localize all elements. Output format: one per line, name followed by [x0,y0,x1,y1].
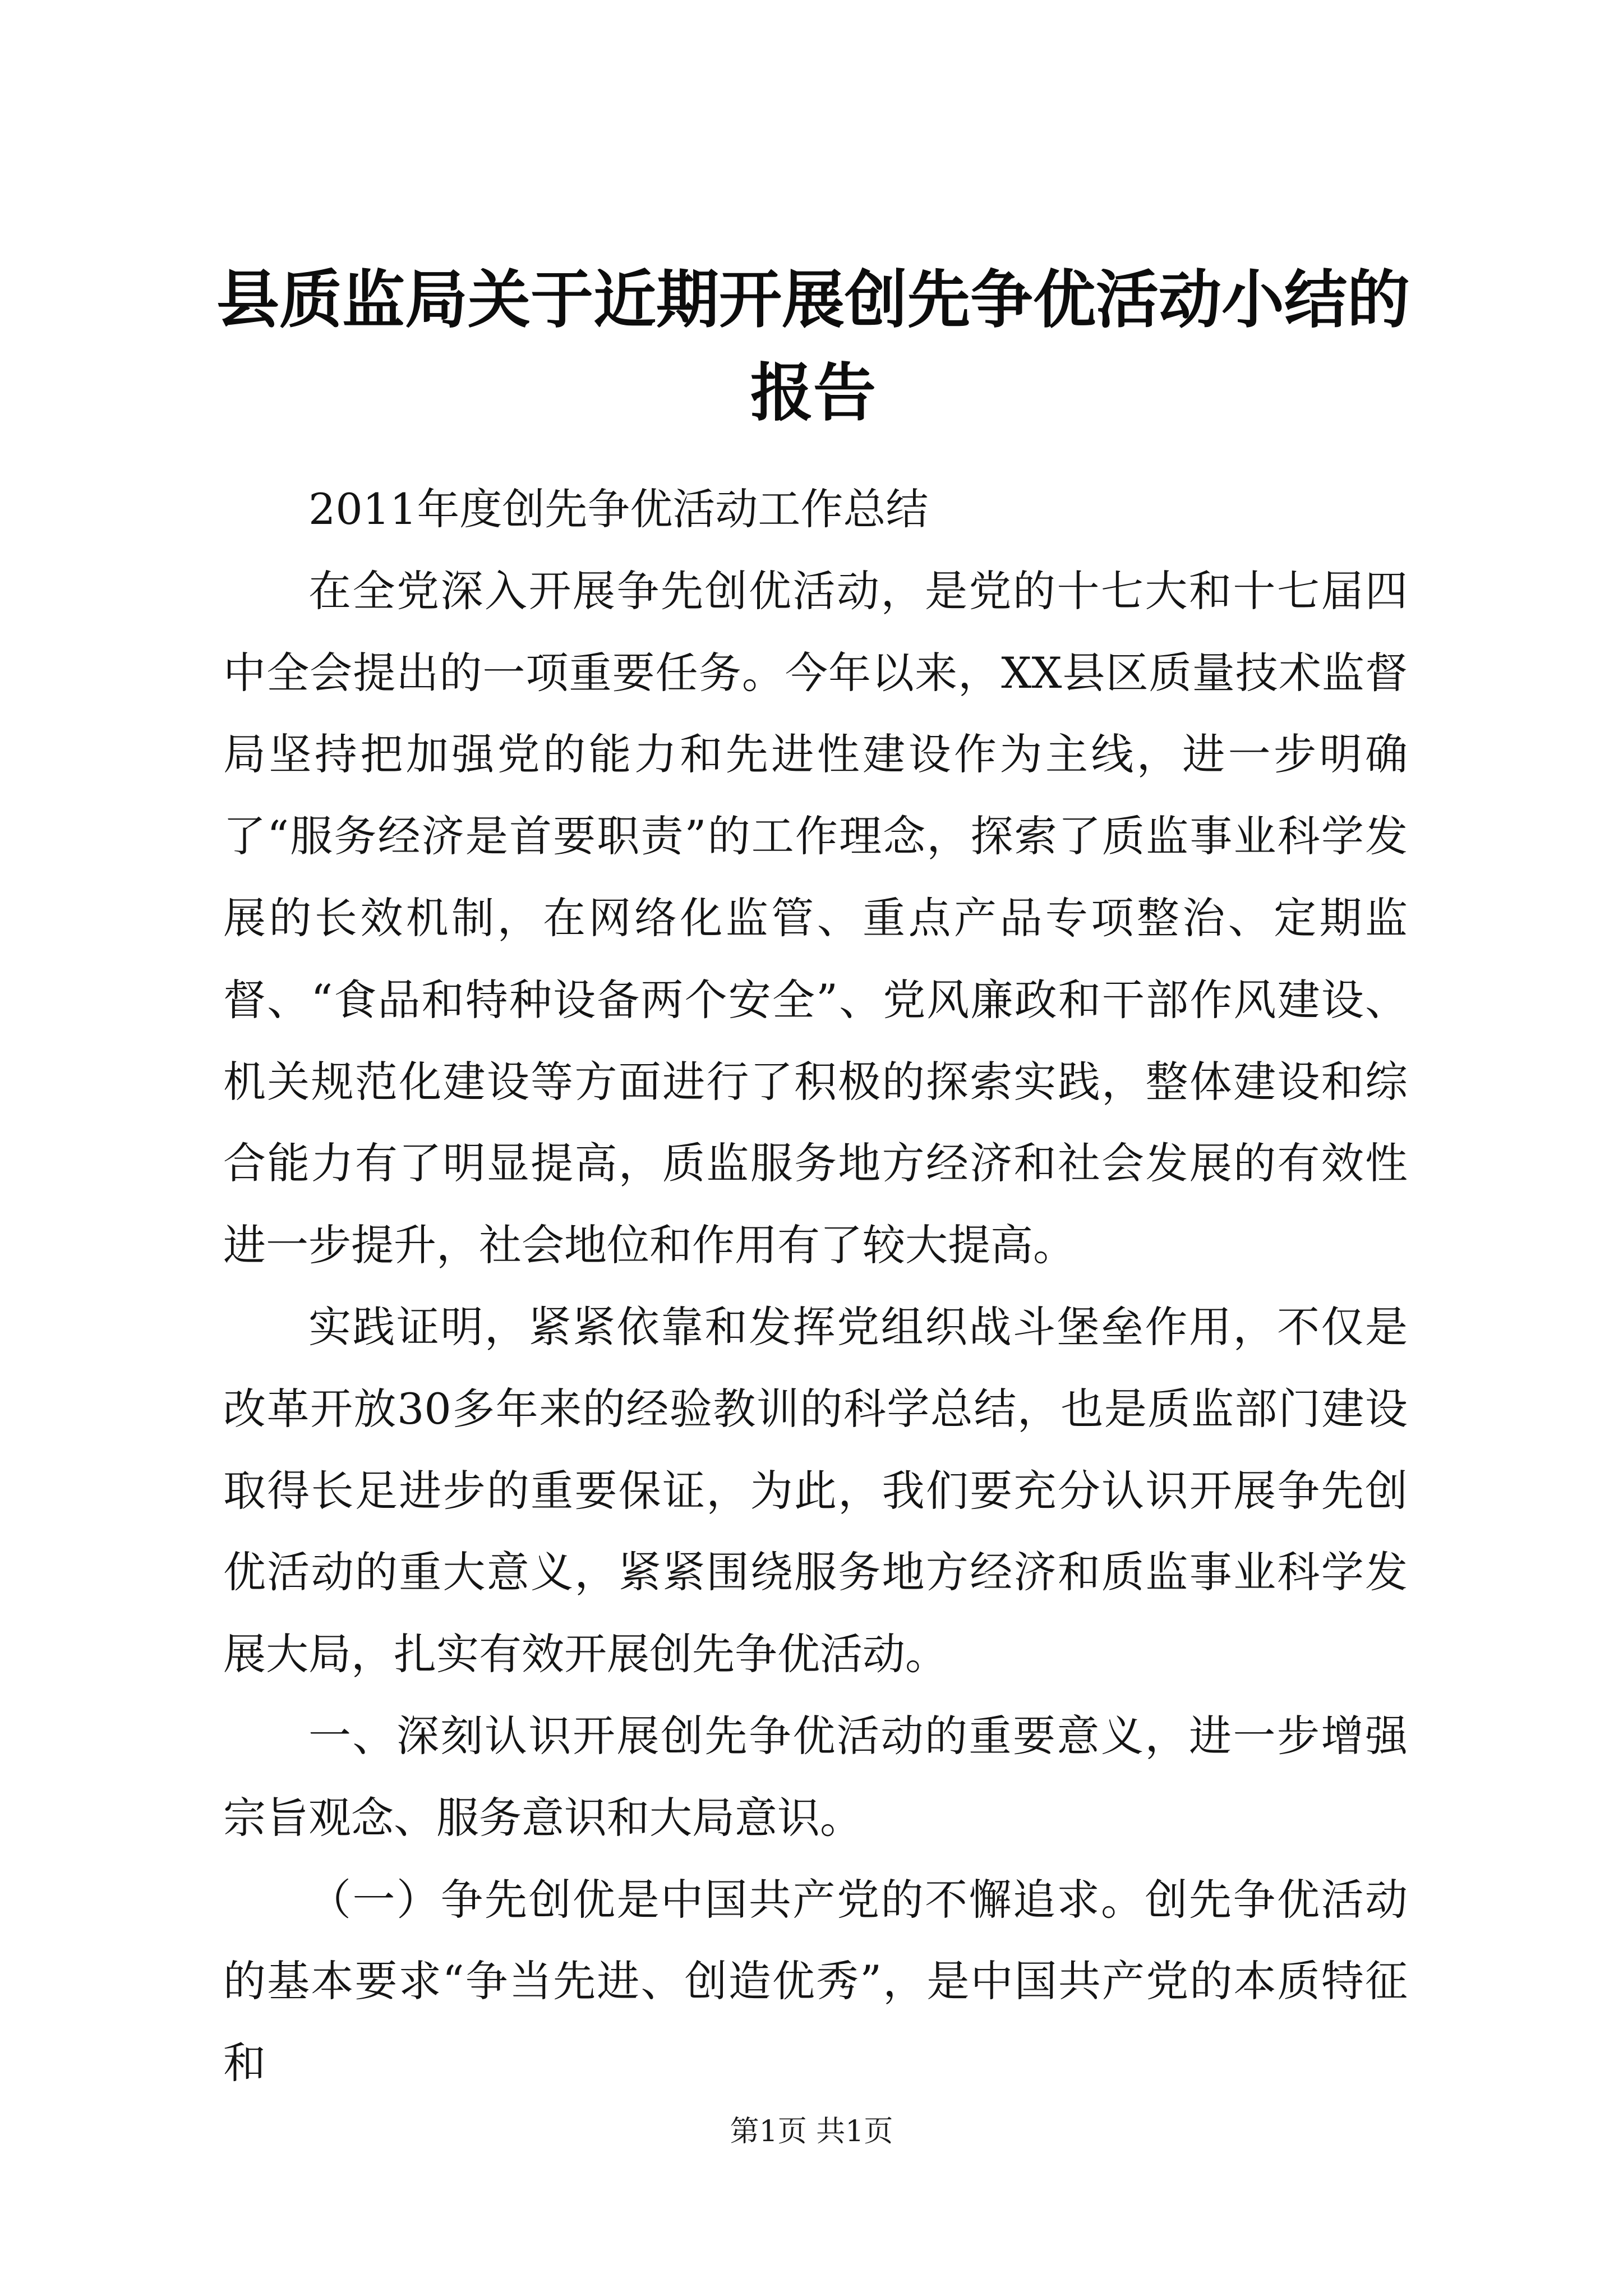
document-subtitle: 2011年度创先争优活动工作总结 [308,484,929,534]
section-heading-1: 一、深刻认识开展创先争优活动的重要意义，进一步增强宗旨观念、服务意识和大局意识。 [223,1710,1408,1843]
paragraph-intro: 在全党深入开展争先创优活动，是党的十七大和十七届四中全会提出的一项重要任务。今年以来，XX县区质量技术监督局坚持把加强党的能力和先进性建设作为主线，进一步明确了“服务经济是首要职责”的工作理念，探索了质监事业科学发展的长效机制，在网络化监管、重点产品专项整治、定期监督、“食品和特种设备两个安全”、党风廉政和干部作风建设、机关规范化建设等方面进行了积极的探索实践，整体建设和综合能力有了明显提高，质监服务地方经济和社会发展的有效性进一步提升，社会地位和作用有了较大提高。 [223,565,1408,1271]
document-title: 县质监局关于近期开展创先争优活动小结的报告 [216,264,1410,430]
document-body [223,468,1408,2104]
subsection-paragraph-1: （一）争先创优是中国共产党的不懈追求。创先争优活动的基本要求“争当先进、创造优秀”，是中国共产党的本质特征和 [223,1874,1408,2088]
paragraph-practice: 实践证明，紧紧依靠和发挥党组织战斗堡垒作用，不仅是改革开放30多年来的经验教训的科学总结，也是质监部门建设取得长足进步的重要保证，为此，我们要充分认识开展争先创优活动的重大意义，紧紧围绕服务地方经济和质监事业科学发展大局，扎实有效开展创先争优活动。 [223,1301,1408,1680]
page-footer: 第1页 共1页 [730,2115,893,2148]
